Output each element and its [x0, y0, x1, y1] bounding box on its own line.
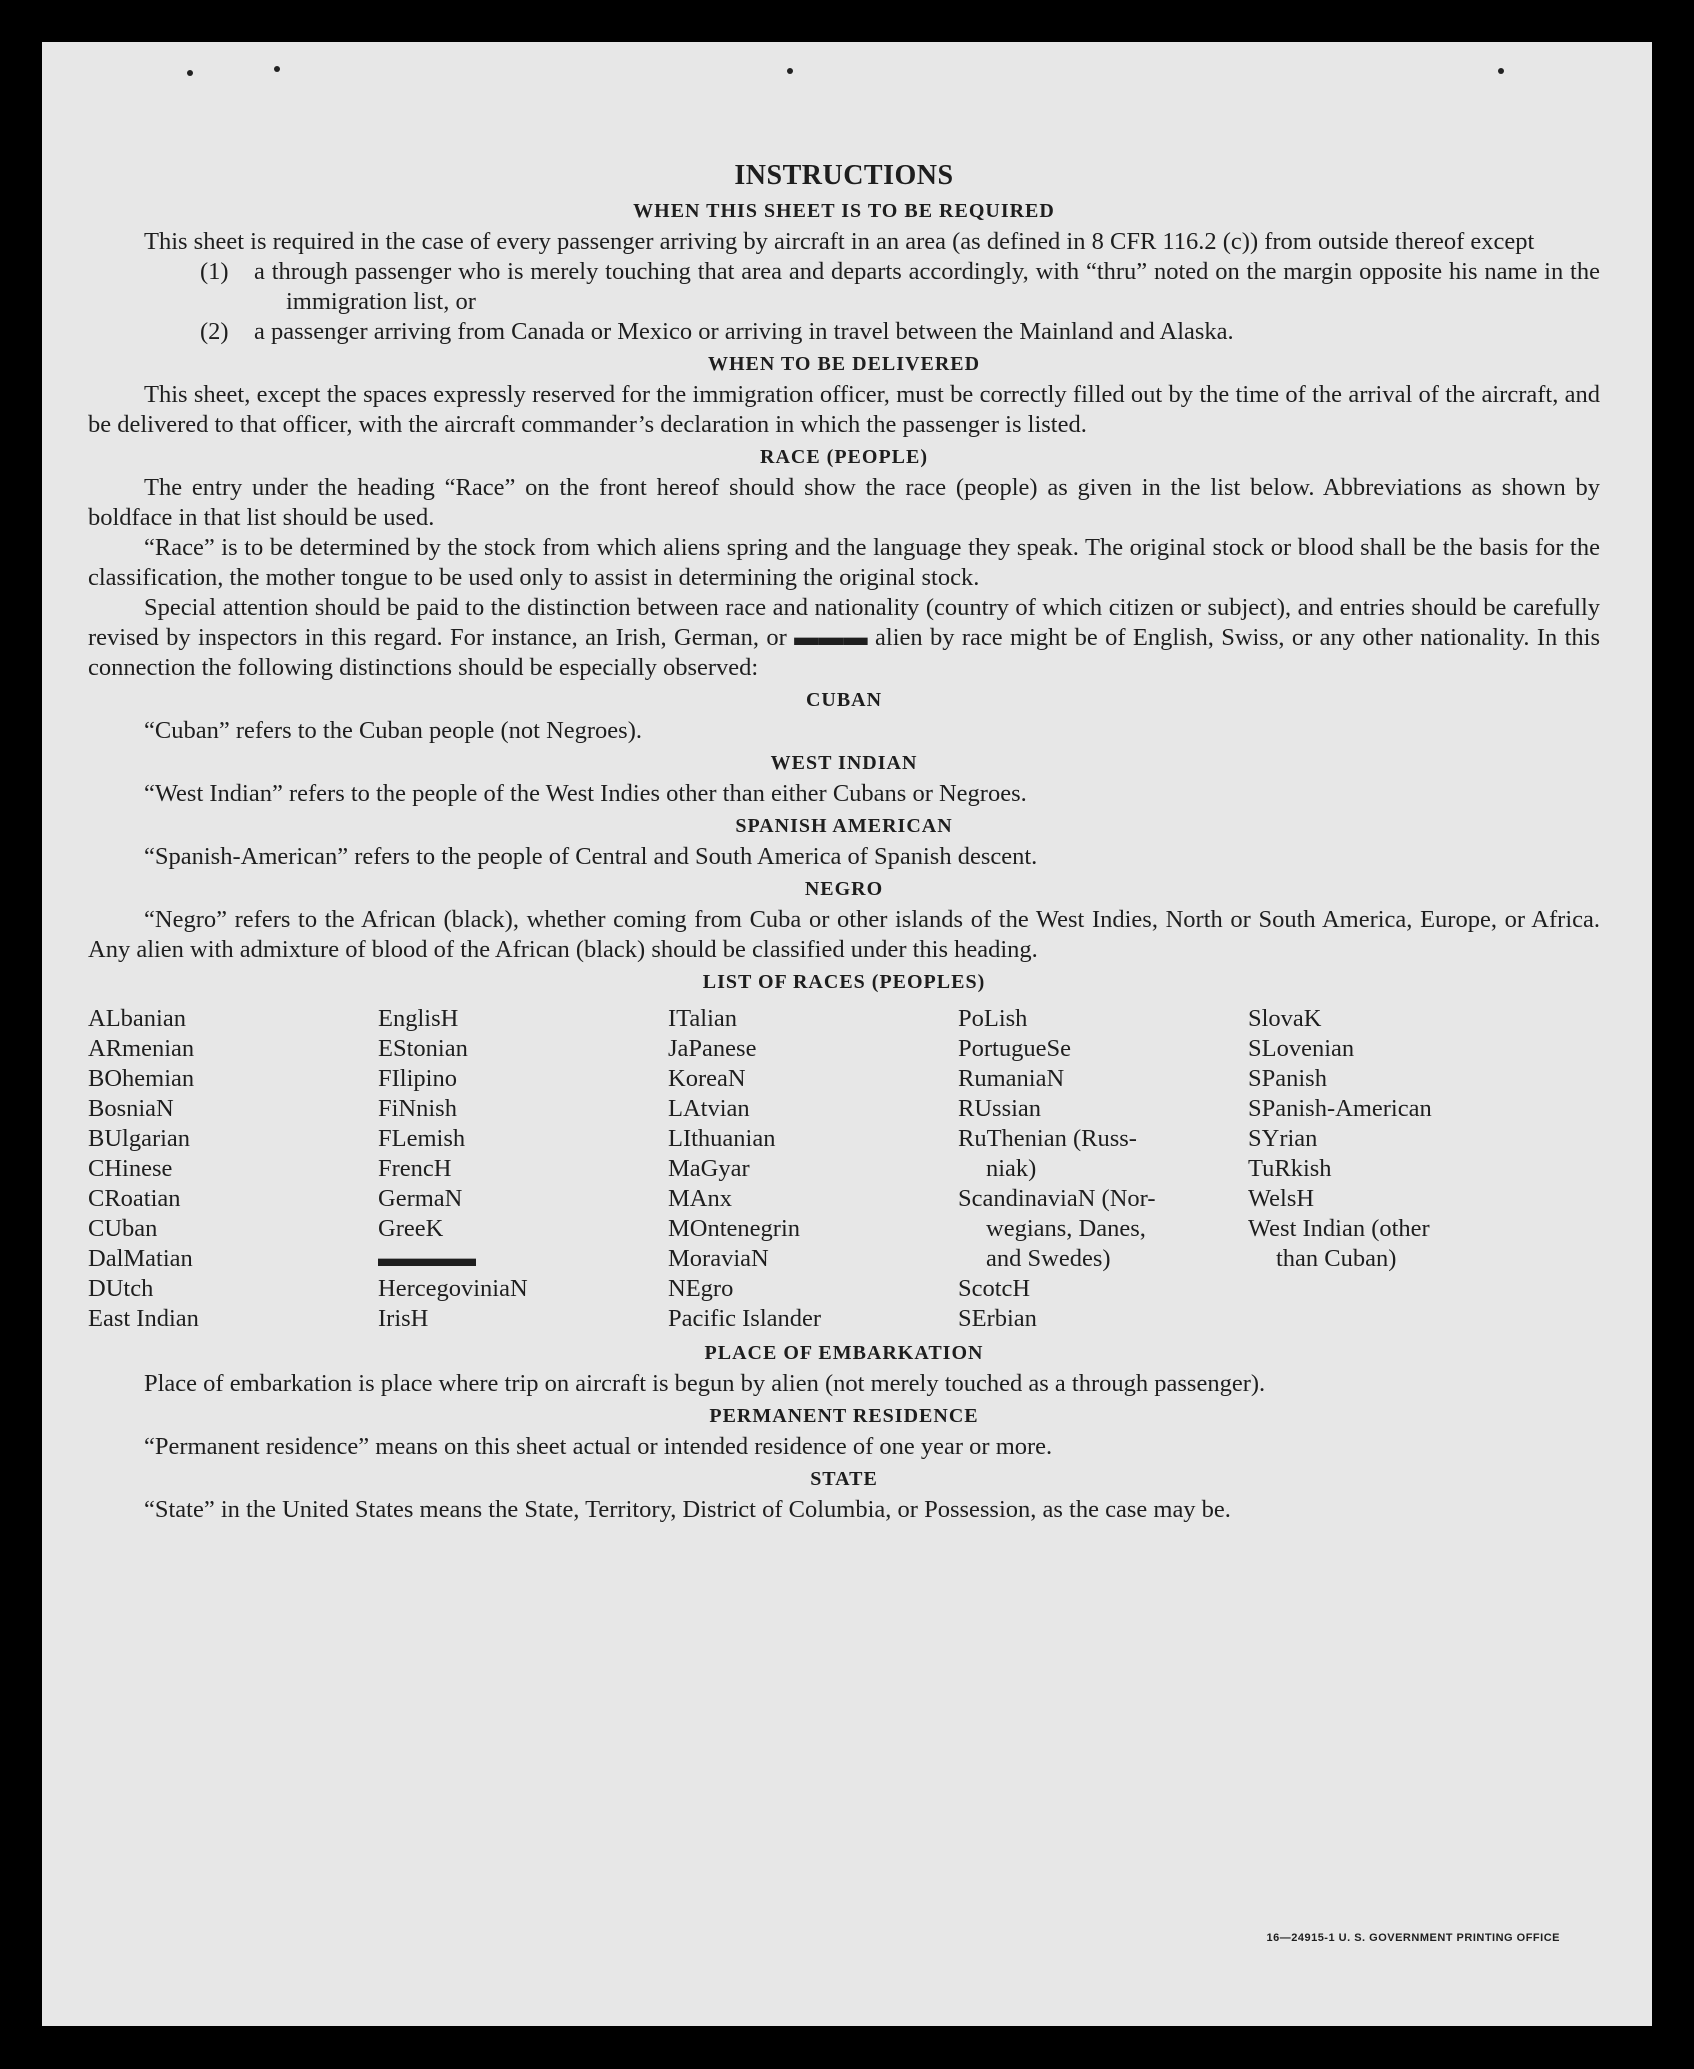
heading-state: STATE	[810, 1468, 878, 1490]
scan-speck	[1498, 68, 1504, 74]
race-item-continuation: and Swedes)	[986, 1245, 1111, 1272]
paragraph-race-2: “Race” is to be determined by the stock from which aliens spring and the language they speak. The original stock or blood shall be the basis for the classification, the mother tongue to be used only to assist in determining the original stock.	[88, 534, 1600, 591]
paragraph-cuban: “Cuban” refers to the Cuban people (not Negroes).	[144, 717, 642, 744]
heading-cuban: CUBAN	[805, 689, 883, 711]
race-item: BUlgarian	[88, 1125, 191, 1152]
race-item: EStonian	[378, 1035, 468, 1062]
paragraph-west-indian: “West Indian” refers to the people of the West Indies other than either Cubans or Negroes.	[144, 780, 1027, 807]
race-item: FiNnish	[378, 1095, 457, 1122]
race-item: Pacific Islander	[668, 1305, 822, 1332]
race-item: ScandinaviaN (Nor-	[958, 1185, 1156, 1212]
race-item: FrencH	[378, 1155, 452, 1182]
race-item: CHinese	[88, 1155, 173, 1182]
race-item: LAtvian	[668, 1095, 750, 1122]
race-item: WelsH	[1248, 1185, 1315, 1212]
paragraph-when-delivered: This sheet, except the spaces expressly reserved for the immigration officer, must be correctly filled out by the time of the arrival of the aircraft, and be delivered to that officer, with the aircraft commander’s declaration in which the passenger is listed.	[88, 381, 1600, 438]
scan-speck	[274, 66, 280, 72]
race-item: MoraviaN	[668, 1245, 769, 1272]
race-item: West Indian (other	[1248, 1215, 1430, 1242]
race-item: SlovaK	[1248, 1005, 1322, 1032]
heading-residence: PERMANENT RESIDENCE	[709, 1405, 979, 1427]
heading-spanish-american: SPANISH AMERICAN	[735, 815, 953, 837]
race-item: IrisH	[378, 1305, 429, 1332]
paragraph-embarkation: Place of embarkation is place where trip on aircraft is begun by alien (not merely touched as a through passenger).	[144, 1370, 1266, 1397]
race-item: RUssian	[958, 1095, 1042, 1122]
race-item: FIlipino	[378, 1065, 457, 1092]
paragraph-spanish-american: “Spanish-American” refers to the people of Central and South America of Spanish descent.	[144, 843, 1038, 870]
race-item: DUtch	[88, 1275, 154, 1302]
race-item: ScotcH	[958, 1275, 1031, 1302]
paragraph-state: “State” in the United States means the State, Territory, District of Columbia, or Possession, as the case may be.	[144, 1496, 1231, 1523]
race-item: CRoatian	[88, 1185, 181, 1212]
race-column-5	[1248, 1004, 1538, 1334]
race-item: NEgro	[668, 1275, 734, 1302]
scan-speck	[187, 70, 193, 76]
race-item: ARmenian	[88, 1035, 195, 1062]
printing-office-code: 16—24915-1 U. S. GOVERNMENT PRINTING OFFICE	[1266, 1932, 1560, 1944]
race-item: ALbanian	[88, 1005, 186, 1032]
race-item: CUban	[88, 1215, 158, 1242]
exception-item-2: (2) a passenger arriving from Canada or Mexico or arriving in travel between the Mainland and Alaska.	[200, 318, 1234, 345]
race-item: MaGyar	[668, 1155, 750, 1182]
race-item: BOhemian	[88, 1065, 195, 1092]
scan-speck	[787, 68, 793, 74]
race-item: RumaniaN	[958, 1065, 1065, 1092]
race-item: BosniaN	[88, 1095, 174, 1122]
paragraph-when-required: This sheet is required in the case of every passenger arriving by aircraft in an area (as defined in 8 CFR 116.2 (c)) from outside thereof except	[144, 228, 1535, 255]
race-item-redacted: ▬▬▬▬	[378, 1245, 476, 1272]
paragraph-residence: “Permanent residence” means on this sheet actual or intended residence of one year or more.	[144, 1433, 1053, 1460]
race-list	[88, 1004, 1600, 1334]
race-item: East Indian	[88, 1305, 199, 1332]
race-item: EnglisH	[378, 1005, 459, 1032]
heading-embarkation: PLACE OF EMBARKATION	[704, 1342, 984, 1364]
race-item: GermaN	[378, 1185, 463, 1212]
race-item: TuRkish	[1248, 1155, 1332, 1182]
race-item: SErbian	[958, 1305, 1037, 1332]
race-item: SPanish	[1248, 1065, 1327, 1092]
race-item: GreeK	[378, 1215, 444, 1242]
race-column-1	[88, 1004, 378, 1334]
race-column-3	[668, 1004, 958, 1334]
race-item: RuThenian (Russ-	[958, 1125, 1137, 1152]
race-item: MAnx	[668, 1185, 732, 1212]
heading-west-indian: WEST INDIAN	[770, 752, 918, 774]
race-item-continuation: than Cuban)	[1276, 1245, 1397, 1272]
heading-negro: NEGRO	[804, 878, 884, 900]
race-item-continuation: wegians, Danes,	[986, 1215, 1146, 1242]
document-sheet	[42, 42, 1652, 2026]
race-column-2	[378, 1004, 668, 1334]
paragraph-negro: “Negro” refers to the African (black), whether coming from Cuba or other islands of the West Indies, North or South America, Europe, or Africa. Any alien with admixture of blood of the African (black) should be classified under this heading.	[88, 906, 1600, 963]
race-item: PoLish	[958, 1005, 1028, 1032]
race-item: LIthuanian	[668, 1125, 776, 1152]
race-item-continuation: niak)	[986, 1155, 1037, 1182]
heading-list-of-races: LIST OF RACES (PEOPLES)	[702, 971, 986, 993]
race-item: SLovenian	[1248, 1035, 1355, 1062]
race-column-4	[958, 1004, 1248, 1334]
exception-item-1: (1) a through passenger who is merely touching that area and departs accordingly, with “thru” noted on the margin opposite his name in the immigration list, or	[200, 258, 1600, 315]
race-item: SYrian	[1248, 1125, 1318, 1152]
paragraph-race-3: Special attention should be paid to the distinction between race and nationality (country of which citizen or subject), and entries should be carefully revised by inspectors in this regard. For instance, an Irish, German, or ▬▬▬ alien by race might be of English, Swiss, or any other nationality. In this connection the following distinctions should be especially observed:	[88, 594, 1600, 681]
race-item: KoreaN	[668, 1065, 746, 1092]
race-item: ITalian	[668, 1005, 738, 1032]
race-item: HercegoviniaN	[378, 1275, 528, 1302]
paragraph-race-1: The entry under the heading “Race” on the front hereof should show the race (people) as given in the list below. Abbreviations as shown by boldface in that list should be used.	[88, 474, 1600, 531]
race-item: DalMatian	[88, 1245, 193, 1272]
heading-when-required: WHEN THIS SHEET IS TO BE REQUIRED	[633, 200, 1055, 222]
race-item: MOntenegrin	[668, 1215, 800, 1242]
heading-race: RACE (PEOPLE)	[760, 446, 928, 468]
race-item: PortugueSe	[958, 1035, 1071, 1062]
race-item: FLemish	[378, 1125, 466, 1152]
race-item: SPanish-American	[1248, 1095, 1432, 1122]
heading-when-delivered: WHEN TO BE DELIVERED	[707, 353, 981, 375]
race-item: JaPanese	[668, 1035, 757, 1062]
page-title: INSTRUCTIONS	[734, 160, 954, 191]
